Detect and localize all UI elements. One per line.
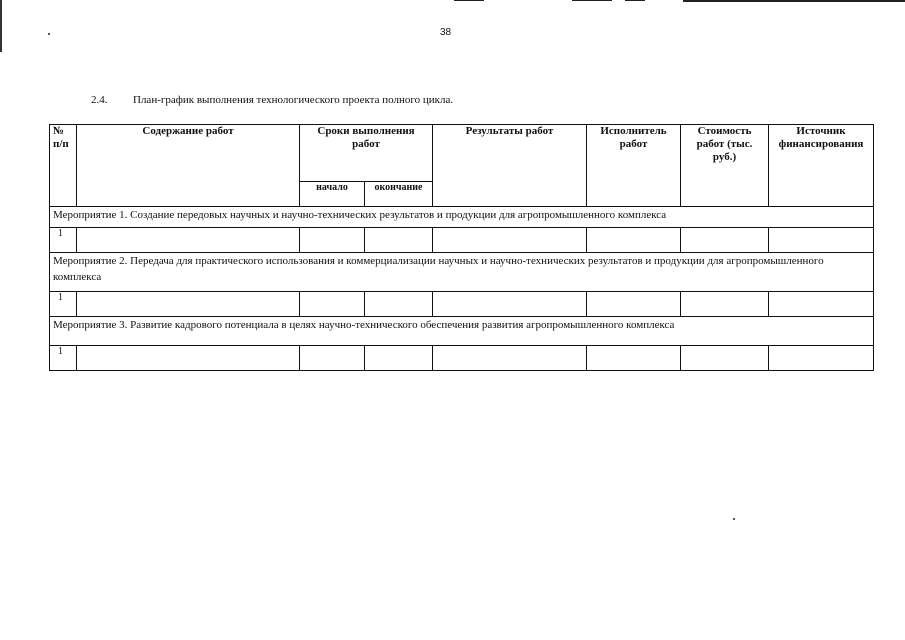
row-number: 1 xyxy=(50,228,77,253)
cell-results xyxy=(433,292,587,317)
cell-cost xyxy=(681,228,769,253)
subheader-end: окончание xyxy=(365,182,433,207)
event-title-2: Мероприятие 2. Передача для практического использования и коммерциализации научных и научно-технических результатов и продукции для агропромышленного комплекса xyxy=(50,253,874,292)
header-terms: Сроки выполнения работ xyxy=(300,125,433,182)
scan-speck xyxy=(48,33,50,35)
event-row-2 xyxy=(50,253,874,292)
event-title-3: Мероприятие 3. Развитие кадрового потенциала в целях научно-технического обеспечения развития агропромышленного комплекса xyxy=(50,317,874,346)
table-row xyxy=(50,346,874,371)
cell-cost xyxy=(681,292,769,317)
cell-content xyxy=(77,292,300,317)
schedule-table xyxy=(49,124,874,371)
cell-executor xyxy=(587,228,681,253)
cell-source xyxy=(769,292,874,317)
table-row xyxy=(50,292,874,317)
table-header-row xyxy=(50,125,874,182)
event-row-1 xyxy=(50,207,874,228)
cell-end xyxy=(365,346,433,371)
header-executor: Исполнитель работ xyxy=(587,125,681,207)
cell-start xyxy=(300,292,365,317)
row-number: 1 xyxy=(50,292,77,317)
cell-results xyxy=(433,346,587,371)
header-cost: Стоимость работ (тыс. руб.) xyxy=(681,125,769,207)
header-content: Содержание работ xyxy=(77,125,300,207)
cell-end xyxy=(365,228,433,253)
cell-start xyxy=(300,228,365,253)
scan-artifact-line xyxy=(625,0,645,1)
cell-executor xyxy=(587,346,681,371)
cell-executor xyxy=(587,292,681,317)
scan-artifact-line xyxy=(454,0,484,1)
header-results: Результаты работ xyxy=(433,125,587,207)
cell-start xyxy=(300,346,365,371)
cell-source xyxy=(769,346,874,371)
subheader-start: начало xyxy=(300,182,365,207)
scan-edge-mark xyxy=(0,0,2,52)
cell-end xyxy=(365,292,433,317)
cell-cost xyxy=(681,346,769,371)
header-source: Источник финансирования xyxy=(769,125,874,207)
scan-artifact-line xyxy=(572,0,612,1)
row-number: 1 xyxy=(50,346,77,371)
scan-artifact-line xyxy=(683,0,905,2)
table-row xyxy=(50,228,874,253)
header-num: № п/п xyxy=(50,125,77,207)
event-title-1: Мероприятие 1. Создание передовых научных и научно-технических результатов и продукции для агропромышленного комплекса xyxy=(50,207,874,228)
page-number: 38 xyxy=(440,27,452,38)
section-number: 2.4. xyxy=(91,94,108,106)
cell-content xyxy=(77,228,300,253)
cell-content xyxy=(77,346,300,371)
section-title: План-график выполнения технологического проекта полного цикла. xyxy=(133,94,454,106)
event-row-3 xyxy=(50,317,874,346)
cell-results xyxy=(433,228,587,253)
cell-source xyxy=(769,228,874,253)
scan-speck xyxy=(733,518,735,520)
